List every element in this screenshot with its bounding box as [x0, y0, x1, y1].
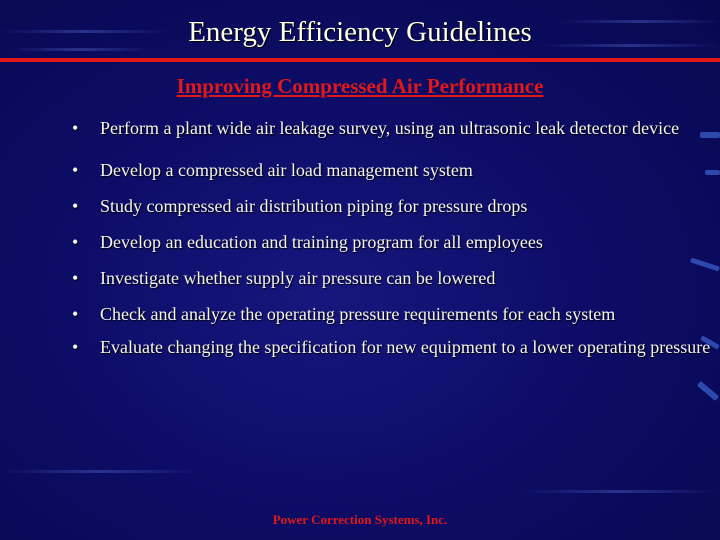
bullet-text: Perform a plant wide air leakage survey, using an ultrasonic leak detector device [100, 118, 680, 138]
bullet-text: Evaluate changing the specification for new equipment to a lower operating pressure [100, 337, 711, 357]
bullet-text: Study compressed air distribution piping for pressure drops [100, 196, 528, 216]
bullet-item [72, 224, 712, 260]
bullet-text: Develop an education and training program for all employees [100, 232, 543, 252]
bullet-item [72, 188, 712, 224]
bullet-text: Develop a compressed air load management system [100, 160, 473, 180]
background-streak [0, 470, 200, 473]
background-streak [520, 490, 720, 493]
slide-subtitle: Improving Compressed Air Performance [176, 74, 544, 98]
bullet-text: Investigate whether supply air pressure can be lowered [100, 268, 496, 288]
title-divider-rule [0, 58, 720, 62]
bullet-marker: • [72, 268, 79, 288]
bullet-text: Check and analyze the operating pressure requirements for each system [100, 304, 616, 324]
bullet-marker: • [72, 304, 79, 324]
bullet-item [72, 332, 712, 363]
bullet-list [72, 110, 712, 363]
bullet-marker: • [72, 337, 79, 357]
bullet-marker: • [72, 118, 79, 138]
edge-accent-mark [697, 381, 719, 401]
bullet-marker: • [72, 160, 79, 180]
bullet-marker: • [72, 196, 79, 216]
slide-title: Energy Efficiency Guidelines [188, 16, 532, 48]
bullet-item [72, 110, 712, 146]
bullet-marker: • [72, 232, 79, 252]
footer-company-name: Power Correction Systems, Inc. [272, 512, 448, 527]
bullet-item [72, 260, 712, 296]
bullet-item [72, 296, 712, 332]
bullet-item [72, 152, 712, 188]
